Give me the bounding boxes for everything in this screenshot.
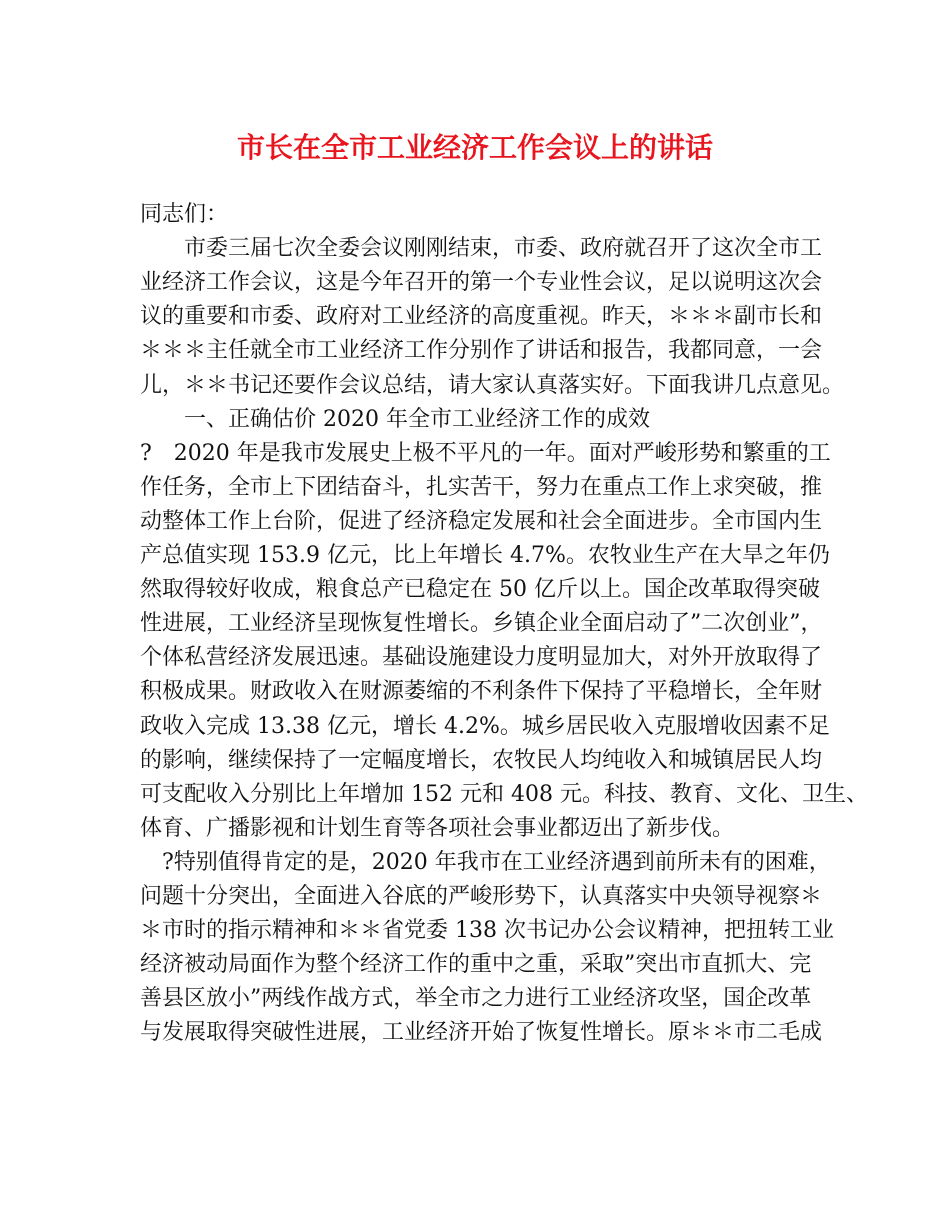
body-text-line: ＊市时的指示精神和＊＊省党委 138 次书记办公会议精神，把扭转工业 (140, 918, 834, 944)
body-text-line: 市委三届七次全委会议刚刚结束，市委、政府就召开了这次全市工 (140, 236, 823, 262)
body-text-line: 然取得较好收成，粮食总产已稳定在 50 亿斤以上。国企改革取得突破 (140, 577, 820, 603)
salutation: 同志们： (140, 202, 229, 227)
body-text-line: 的影响，继续保持了一定幅度增长，农牧民人均纯收入和城镇居民人均 (140, 747, 823, 773)
body-text-line: 经济被动局面作为整个经济工作的重中之重，采取”突出市直抓大、完 (140, 952, 812, 978)
document-title: 市长在全市工业经济工作会议上的讲话 (236, 131, 713, 164)
body-text-line: 儿，＊＊书记还要作会议总结，请大家认真落实好。下面我讲几点意见。 (140, 372, 845, 398)
body-text-line: 积极成果。财政收入在财源萎缩的不利条件下保持了平稳增长，全年财 (140, 679, 823, 705)
body-text-line: 善县区放小”两线作战方式，举全市之力进行工业经济攻坚，国企改革 (140, 986, 812, 1012)
body-text-line: 可支配收入分别比上年增加 152 元和 408 元。科技、教育、文化、卫生、 (140, 781, 868, 807)
body-text-line: 政收入完成 13.38 亿元，增长 4.2%。城乡居民收入克服增收因素不足 (140, 713, 830, 739)
body-text-line: 问题十分突出，全面进入谷底的严峻形势下，认真落实中央领导视察＊ (140, 884, 823, 909)
body-text-line: 动整体工作上台阶，促进了经济稳定发展和社会全面进步。全市国内生 (140, 508, 823, 534)
body-text-line: ?特别值得肯定的是，2020 年我市在工业经济遇到前所未有的困难， (140, 849, 831, 875)
body-text-line: 作任务，全市上下团结奋斗，扎实苦干，努力在重点工作上求突破，推 (140, 474, 823, 500)
body-text-line: ＊＊＊主任就全市工业经济工作分别作了讲话和报告，我都同意，一会 (140, 338, 823, 364)
body-text-line: 个体私营经济发展迅速。基础设施建设力度明显加大，对外开放取得了 (140, 645, 823, 671)
body-text-line: ? 2020 年是我市发展史上极不平凡的一年。面对严峻形势和繁重的工 (140, 440, 831, 466)
body-text-line: 业经济工作会议，这是今年召开的第一个专业性会议，足以说明这次会 (140, 270, 823, 296)
body-text-line: 体育、广播影视和计划生育等各项社会事业都迈出了新步伐。 (140, 815, 735, 841)
body-text-line: 产总值实现 153.9 亿元，比上年增长 4.7%。农牧业生产在大旱之年仍 (140, 543, 830, 568)
body-text-line: 与发展取得突破性进展，工业经济开始了恢复性增长。原＊＊市二毛成 (140, 1020, 823, 1046)
body-text-line: 性进展，工业经济呈现恢复性增长。乡镇企业全面启动了”二次创业”， (140, 611, 823, 637)
body-text-line: 一、正确估价 2020 年全市工业经济工作的成效 (140, 406, 650, 432)
body-text-line: 议的重要和市委、政府对工业经济的高度重视。昨天，＊＊＊副市长和 (140, 304, 823, 330)
